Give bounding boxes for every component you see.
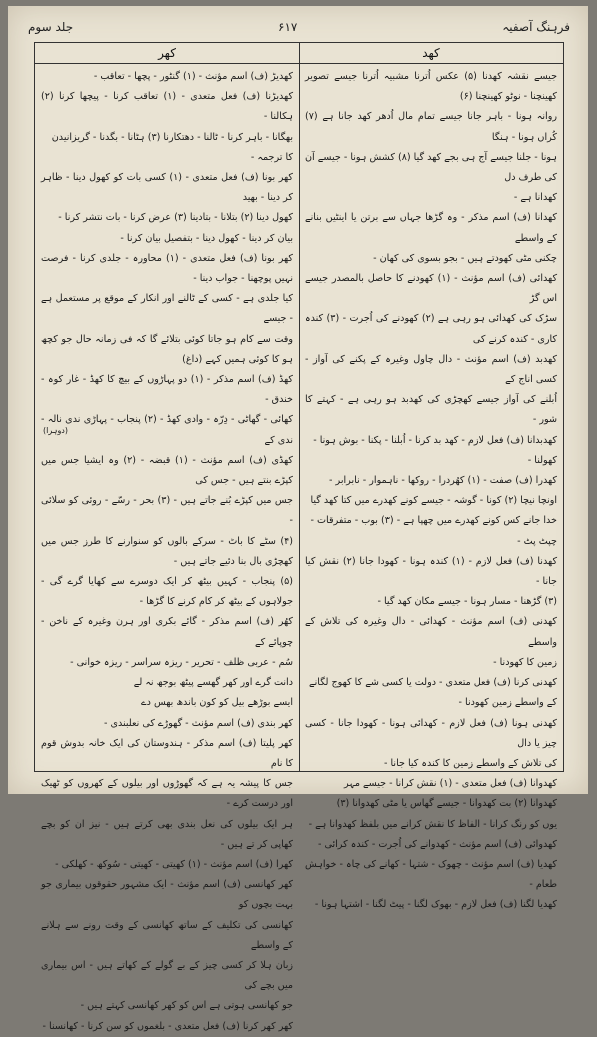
text-line: کھدائی (ف) اسم مؤنث - (۱) کھودنے کا حاصل بالمصدر جیسے اس گڑ: [305, 273, 558, 305]
text-line: کھدنی (ف) اسم مؤنث - کھدائی - دال وغیرہ کی تلاش کے واسطے: [305, 616, 557, 648]
text-line: ہونا - جلنا جیسے آج ہی بجے کھد گیا (۸) کشش ہونا - جیسے آن کی طرف دل: [305, 151, 557, 184]
text-line: کھر پلیتا (ف) اسم مذکر - ہندوستان کی ایک خانہ بدوش قوم کا نام: [41, 737, 293, 769]
text-line: کھدانا ہے -: [513, 192, 557, 204]
text-line: بھگانا - باہر کرنا - ٹالنا - دھتکارنا (۳) ہٹانا - بگدنا - گریزانیدن: [51, 131, 293, 143]
text-line: کھول دینا (۲) بتلانا - بتادینا (۳) عرض کرنا - بات نتشر کرنا -: [58, 212, 293, 224]
text-line: اونچا نیچا (۲) کونا - گوشہ - جیسے کونے کھدرے میں کتا کھد گیا: [310, 495, 557, 507]
text-line: کھدانا (ف) اسم مذکر - وہ گڑھا جہاں سے برتن یا اینٹیں بنانے کے واسطے: [305, 212, 557, 244]
text-line: کھدوانا (۲) بت کھدوانا - جیسے گھاس یا مٹی کھدوانا (۳): [336, 798, 557, 810]
text-line: کھڈی (ف) اسم مؤنث - (۱) قبضہ - (۲) وہ ایشیا جس میں کپڑے بنتے ہیں - جس کی: [41, 454, 293, 487]
document-page: [8, 6, 588, 1032]
text-line: کھدوانا (ف) فعل متعدی - (۱) نقش کرانا - جیسے مہر: [343, 778, 557, 790]
text-line: زبان ہلا کر کسی چیز کے بے گولے کے کھاتے ہیں - اس بیماری میں بچے کی: [41, 959, 293, 992]
text-line: کھدیڑ (ف) اسم مؤنث - (۱) گنٹور - پچھا - تعاقب -: [93, 71, 293, 82]
text-line: کھر کھر کرنا (ف) فعل متعدی - بلغموں کو سن کرنا - کھانسنا -: [42, 1020, 293, 1032]
text-line: کھدیا لگنا (ف) فعل لازم - بھوک لگنا - پیٹ لگنا - اشتہا ہونا -: [314, 899, 557, 911]
text-line: کھُر (ف) اسم مذکر - گائے بکری اور ہرن وغیرہ کے ناخن - چوپائے کے: [41, 616, 293, 648]
text-line: کھولنا -: [527, 454, 557, 466]
page-header: [28, 14, 570, 40]
book-title: فرہنگ آصفیہ: [502, 20, 570, 34]
right-column: [305, 67, 558, 911]
text-line: کھدرا (ف) صفت - (۱) کھُردرا - روکھا - ناہموار - نابرابر -: [329, 475, 557, 487]
text-line: سُم - عربی ظلف - تحریر - ریزہ سراسر - ریزہ خوانی -: [70, 656, 293, 668]
text-frame: [34, 42, 564, 1032]
left-column-heading: کھر: [35, 43, 299, 64]
text-line: سڑک کی کھدائی ہو رہی ہے (۲) کھودنے کی اُجرت - (۳) کندہ کاری - کندہ کرنے کی: [305, 313, 557, 345]
column-divider: [299, 43, 300, 771]
text-line: (۵) پنجاب - کہیں بیٹھ کر ایک دوسرے سے کھایا گرے گی - جولاہوں کے بیٹھ کر کام کرنے کا گڑھا -: [41, 576, 293, 608]
right-column-heading: کھد: [299, 43, 563, 64]
text-line: (۳) گڑھنا - مسار ہونا - جیسے مکان کھد گیا -: [377, 596, 557, 608]
text-line: اُبلنے کی آواز جیسے کھچڑی کی کھدبد ہو رہی ہے - کہتے کا شور -: [305, 394, 557, 426]
text-line: بیان کر دینا - کھول دینا - بتفصیل بیان کرنا -: [120, 232, 293, 244]
text-line: ہر ایک بیلوں کی نعل بندی بھی کرتے ہیں - نیز ان کو بچے کھاپی کر تے ہیں -: [41, 818, 293, 850]
text-line: کھرا (ف) اسم مؤنث - (۱) کھیتی - کھیتی - سُوکھ - کھلکی -: [55, 858, 293, 870]
text-line: کھدبدانا (ف) فعل لازم - کھد بد کرنا - اُبلنا - پکنا - بوش ہونا -: [313, 434, 557, 446]
text-line: جس میں کپڑے بُنے جاتے ہیں - (۳) بحر - رسّے - روئی کو سلائی -: [41, 495, 293, 527]
text-line: کھدوائی (ف) اسم مؤنث - کھدوانے کی اُجرت - کندہ کرائی -: [317, 838, 557, 850]
text-line: کے واسطے زمین کھودنا -: [458, 697, 557, 709]
text-line: (۴) سٹے کا باٹ - سرکے بالوں کو سنوارنے کا طرز جس میں کھچڑی بال بنا دئیے جاتے ہیں -: [41, 535, 293, 567]
text-line: کھدنی ہونا (ف) فعل لازم - کھدائی ہونا - کھودا جانا - کسی چیز یا دال: [305, 717, 557, 749]
text-line: کی تلاش کے واسطے زمین کا کندہ کیا جانا -: [383, 757, 557, 769]
left-column: [41, 67, 294, 1032]
text-line: کھدیڑنا (ف) فعل متعدی - (۱) تعاقب کرنا - پیچھا کرنا (۲) ہکالنا -: [41, 91, 294, 123]
text-line: کیا جلدی ہے - کسی کے ٹالنے اور انکار کے موقع پر مستعمل ہے - جیسے: [41, 293, 293, 325]
text-line: ایسے بوڑھے بیل کو کون باندھ بھس دے: [141, 697, 293, 709]
text-line: کھر بونا (ف) فعل متعدی - (۱) کسی بات کو کھول دینا - ظاہر کر دینا - بھید: [41, 172, 293, 204]
text-line: چکنی مٹی کھودتے ہیں - بجو بسوی کی کھان -: [373, 252, 557, 264]
text-line: کھدنا (ف) فعل لازم - (۱) کندہ ہونا - کھودا جانا (۲) نقش کیا جانا -: [305, 555, 558, 588]
text-line: خدا جانے کس کونے کھدرے میں چھپا ہے - (۳) بوب - متفرقات -: [310, 515, 557, 527]
text-line: کھدیا (ف) اسم مؤنث - چھوک - شتہا - کھانے کی چاہ - خواہش طعام -: [305, 858, 557, 891]
text-line: جس کا پیشہ یہ ہے کہ گھوڑوں اور بیلوں کے کھروں کو ٹھیک اور درست کرے -: [41, 778, 293, 810]
text-line: کھر کھانسی (ف) اسم مؤنث - ایک مشہور حقوقوں بیماری جو بہت بچوں کو: [41, 879, 293, 911]
text-line: کھر بندی (ف) اسم مؤنث - گھوڑے کی نعلبندی -: [103, 717, 293, 729]
text-line: زمین کا کھودنا -: [493, 656, 557, 668]
text-line: کھر بونا (ف) فعل متعدی - (۱) محاورہ - جلدی کرنا - فرصت نہیں پوچھنا - جواب دینا -: [41, 252, 293, 285]
text-line: یوں کو رنگ کرانا - الفاظ کا نقش کرانے میں بلفظ کھدوانا ہے -: [308, 818, 557, 830]
text-line: دانت گرے اور کھر گھسے پیٹھ بوجھ نہ لے: [133, 677, 293, 689]
page-number: ۶۱۷: [278, 20, 298, 34]
verse-marker: (دوہرا): [43, 426, 68, 435]
volume-label: جلد سوم: [28, 20, 74, 34]
text-line: وقت سے کام ہو جاتا کوئی بتلائے گا کہ فی زمانہ حال جو کچھ ہو کا کوئی ہمیں کہے (داغ): [41, 333, 293, 365]
text-line: روانہ ہونا - باہر جانا جیسے تمام مال اُدھر کھد جانا ہے (۷) کُراں ہونا - ہنگا: [305, 111, 557, 143]
text-line: کھدبد (ف) اسم مؤنث - دال چاول وغیرہ کے پکنے کی آواز - کسی اناج کے: [305, 353, 557, 386]
text-line: جیسے نقشہ کھدنا (۵) عکس اُترنا مشبیہ اُترنا جیسے تصویر کھینچنا - نوٹو کھینچنا (۶): [305, 71, 558, 103]
text-line: جو کھانسی ہوتی ہے اس کو کھر کھانسی کہتے ہیں -: [80, 1000, 293, 1012]
text-line: چپٹ پٹ -: [517, 535, 557, 547]
text-line: کا ترجمہ -: [250, 151, 293, 163]
text-line: کھدنی کرنا (ف) فعل متعدی - دولت یا کسی شے کا کھوج لگانے: [308, 677, 557, 689]
text-line: کھڈ (ف) اسم مذکر - (۱) دو پہاڑوں کے بیچ کا کھڈ - غار کوہ - خندق -: [41, 374, 293, 406]
text-line: کھائی - گھاٹی - دِرّہ - وادی کھڈ - (۲) پنجاب - پہاڑی ندی نالہ - ندی کے: [41, 414, 294, 446]
text-line: کھانسی کی تکلیف کے ساتھ کھانسی کے وقت رونے سے ہلانے کے واسطے: [41, 919, 293, 951]
